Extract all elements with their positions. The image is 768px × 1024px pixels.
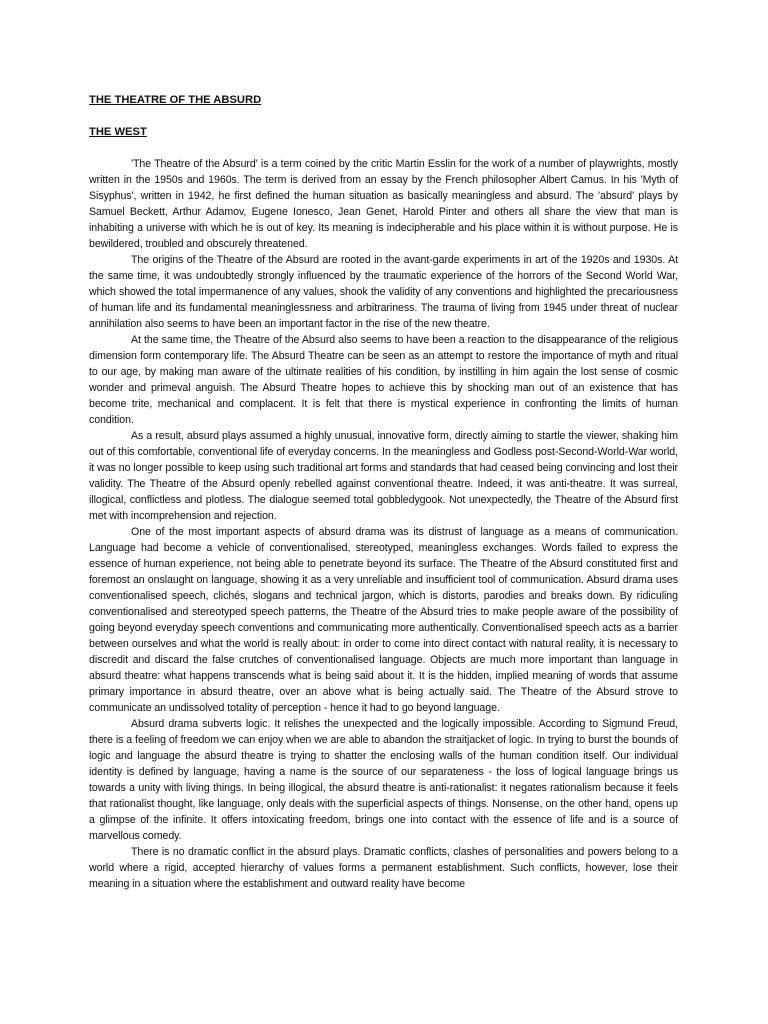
paragraph-7: There is no dramatic conflict in the absurd plays. Dramatic conflicts, clashes of personalities and powers belong to a world where a rigid, accepted hierarchy of values forms a permanent establishment. Such conflicts, however, lose their meaning in a situation where the establishment and outward reality have become: [89, 846, 678, 890]
paragraph-5: One of the most important aspects of absurd drama was its distrust of language as a means of communication. Language had become a vehicle of conventionalised, stereotyped, meaningless exchanges. Words failed to express the essence of human experience, not being able to penetrate beyond its surface. The Theatre of the Absurd constituted first and foremost an onslaught on language, showing it as a very unreliable and insufficient tool of communication. Absurd drama uses conventionalised speech, clichés, slogans and technical jargon, which is distorts, parodies and breaks down. By ridiculing conventionalised and stereotyped speech patterns, the Theatre of the Absurd tries to make people aware of the possibility of going beyond everyday speech conventions and communicating more authentically. Conventionalised speech acts as a barrier between ourselves and what the world is really about: in order to come into direct contact with natural reality, it is necessary to discredit and discard the false crutches of conventionalised language. Objects are much more important than language in absurd theatre: what happens transcends what is being said about it. It is the hidden, implied meaning of words that assume primary importance in absurd theatre, over an above what is being actually said. The Theatre of the Absurd strove to communicate an undissolved totality of perception - hence it had to go beyond language.: [89, 526, 678, 714]
paragraph-4: As a result, absurd plays assumed a highly unusual, innovative form, directly aiming to startle the viewer, shaking him out of this comfortable, conventional life of everyday concerns. In the meaningless and Godless post-Second-World-War world, it was no longer possible to keep using such traditional art forms and standards that had ceased being convincing and lost their validity. The Theatre of the Absurd openly rebelled against conventional theatre. Indeed, it was anti-theatre. It was surreal, illogical, conflictless and plotless. The dialogue seemed total gobbledygook. Not unexpectedly, the Theatre of the Absurd first met with incomprehension and rejection.: [89, 430, 678, 522]
document-page: [89, 92, 678, 892]
paragraph-2: The origins of the Theatre of the Absurd are rooted in the avant-garde experiments in art of the 1920s and 1930s. At the same time, it was undoubtedly strongly influenced by the traumatic experience of the horrors of the Second World War, which showed the total impermanence of any values, shook the validity of any conventions and highlighted the precariousness of human life and its fundamental meaninglessness and arbitrariness. The trauma of living from 1945 under threat of nuclear annihilation also seems to have been an important factor in the rise of the new theatre.: [89, 254, 678, 330]
paragraph-3: At the same time, the Theatre of the Absurd also seems to have been a reaction to the disappearance of the religious dimension form contemporary life. The Absurd Theatre can be seen as an attempt to restore the importance of myth and ritual to our age, by making man aware of the ultimate realities of his condition, by instilling in him again the lost sense of cosmic wonder and primeval anguish. The Absurd Theatre hopes to achieve this by shocking man out of an existence that has become trite, mechanical and complacent. It is felt that there is mystical experience in confronting the limits of human condition.: [89, 334, 678, 426]
paragraph-1: 'The Theatre of the Absurd' is a term coined by the critic Martin Esslin for the work of a number of playwrights, mostly written in the 1950s and 1960s. The term is derived from an essay by the French philosopher Albert Camus. In his 'Myth of Sisyphus', written in 1942, he first defined the human situation as basically meaningless and absurd. The 'absurd' plays by Samuel Beckett, Arthur Adamov, Eugene Ionesco, Jean Genet, Harold Pinter and others all share the view that man is inhabiting a universe with which he is out of key. Its meaning is indecipherable and his place within it is without purpose. He is bewildered, troubled and obscurely threatened.: [89, 158, 678, 250]
paragraph-6: Absurd drama subverts logic. It relishes the unexpected and the logically impossible. According to Sigmund Freud, there is a feeling of freedom we can enjoy when we are able to abandon the straitjacket of logic. In trying to burst the bounds of logic and language the absurd theatre is trying to shatter the enclosing walls of the human condition itself. Our individual identity is defined by language, having a name is the source of our separateness - the loss of logical language brings us towards a unity with living things. In being illogical, the absurd theatre is anti-rationalist: it negates rationalism because it feels that rationalist thought, like language, only deals with the superficial aspects of things. Nonsense, on the other hand, opens up a glimpse of the infinite. It offers intoxicating freedom, brings one into contact with the essence of life and is a source of marvellous comedy.: [89, 718, 678, 842]
document-title: THE THEATRE OF THE ABSURD: [89, 94, 262, 106]
section-heading: THE WEST: [89, 126, 147, 138]
